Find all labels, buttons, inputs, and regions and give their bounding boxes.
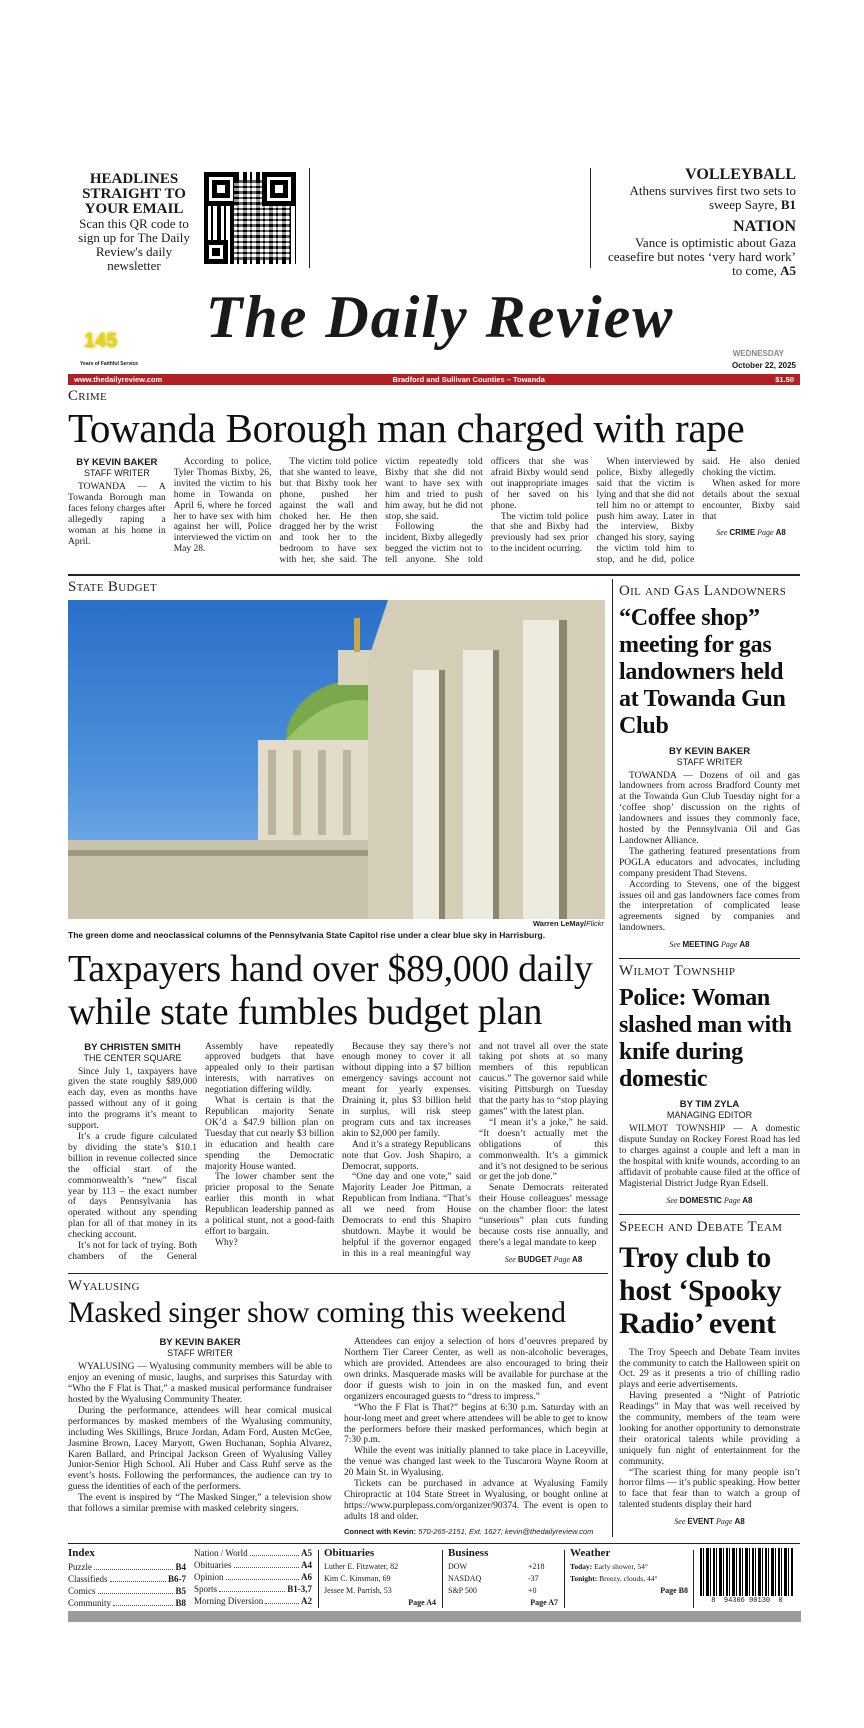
paragraph: “One day and one vote,” said Majority Leader Joe Pittman, a Republican from Indiana. “That’s all we need from House Democrats to end this Shapiro shutdown. Maybe it would be helpful if the governor engaged in this in a real meaningful way and not travel all over the state taking pot shots at so many members of this republican caucus.” The governor said while visiting Pittsburgh on Tuesday that the party has to “stop playing games” with the latest plan. bbox=[342, 1041, 608, 1259]
paragraph: And it’s a strategy Republicans note that Gov. Josh Shapiro, a Democrat, supports. bbox=[342, 1139, 471, 1172]
jump-link[interactable]: See EVENT Page A8 bbox=[674, 1517, 745, 1527]
promo-page: A5 bbox=[780, 263, 796, 278]
paragraph: The victim told police that she wanted to leave, but that Bixby took her phone, pushed her against the wall and choked her. He then dragged her by the wrist and took her to the bedroom to have sex with her, she said. The victim repeatedly told Bixby that she did not want to have sex with him and tried to push him away, but he did not stop, she said. bbox=[279, 457, 483, 566]
paragraph: TOWANDA — Dozens of oil and gas landowners from across Bradford County met at the Towanda Gun Club Tuesday night for a ‘coffee shop’ discussion on the rights of landowners and issues they commonly face, hosted by the Pennsylvania Oil and Gas Landowner Alliance. bbox=[619, 770, 800, 846]
paragraph: When asked for more details about the sexual encounter, Bixby said that bbox=[702, 478, 800, 522]
obituary-name: Luther E. Fitzwater, 82 bbox=[324, 1561, 399, 1571]
paragraph: “I mean it’s a joke,” he said. “It doesn’t actually met the obligations of this commonwealth. It’s a gimmick and it’s not designed to be serious or get the job done.” bbox=[479, 1117, 608, 1183]
photo-credit: Warren LeMay/Flickr bbox=[533, 918, 604, 928]
left-column bbox=[68, 579, 608, 1537]
newsletter-promo bbox=[74, 172, 194, 273]
price: $1.50 bbox=[775, 375, 794, 384]
index-item[interactable]: Opinion A6 bbox=[194, 1571, 312, 1582]
promo-text: Athens survives first two sets to sweep Sayre, bbox=[629, 183, 796, 212]
business-box[interactable]: Business DOW +218 NASDAQ -37 S&P 500 +0 Page A7 bbox=[448, 1546, 558, 1607]
crime-article bbox=[68, 457, 800, 566]
index-item[interactable]: Nation / World A5 bbox=[194, 1547, 312, 1558]
index-item[interactable]: Puzzle B4 bbox=[68, 1561, 186, 1572]
promo-page: B1 bbox=[780, 197, 796, 212]
qr-code[interactable] bbox=[204, 172, 296, 264]
index-item[interactable]: Morning Diversion A2 bbox=[194, 1595, 312, 1606]
issue-date: October 22, 2025 bbox=[731, 361, 796, 370]
byline: BY CHRISTEN SMITH THE CENTER SQUARE bbox=[83, 1041, 182, 1063]
divider bbox=[442, 1550, 443, 1608]
website-link[interactable]: www.thedailyreview.com bbox=[74, 375, 163, 384]
index-item[interactable]: Comics B5 bbox=[68, 1585, 186, 1596]
promo-nation[interactable] bbox=[596, 218, 796, 278]
paragraph: While the event was initially planned to take place in Laceyville, the venue was changed last week to the Tuscarora Wayne Room at 20 Main St. in Wyalusing. bbox=[344, 1446, 608, 1479]
paragraph: Why? bbox=[215, 1237, 238, 1248]
paragraph: It’s a crude figure calculated by dividing the state’s $10.1 billion in revenue collected since the official start of the commonwealth’s “new” fiscal year by 113 – the exact number of days Pennsylvania has operated without any spending plan for all of that money in its checking account. bbox=[68, 1132, 197, 1241]
section-kicker: Speech and Debate Team bbox=[619, 1218, 783, 1235]
index-box bbox=[68, 1547, 186, 1609]
troy-story bbox=[619, 1214, 800, 1536]
page-body bbox=[68, 388, 800, 1622]
section-kicker: Wilmot Township bbox=[619, 963, 736, 980]
section-divider bbox=[68, 574, 800, 576]
jump-link[interactable]: See CRIME Page A8 bbox=[716, 528, 786, 538]
paragraph: TOWANDA — A Towanda Borough man faces felony charges after allegedly raping a woman at his home in April. bbox=[68, 482, 166, 547]
footer-index bbox=[68, 1543, 800, 1609]
paragraph: The victim told police that she and Bixby had previously had sex prior to the incident ocurring. bbox=[490, 511, 589, 555]
paragraph: “The scariest thing for many people isn’t horror films — it’s public speaking. How better to face that fear than to watch a group of talented students display their hard bbox=[619, 1467, 800, 1511]
capitol-photo[interactable] bbox=[68, 600, 605, 919]
gas-story bbox=[619, 579, 800, 959]
promo-volleyball[interactable] bbox=[596, 166, 796, 212]
index-title: Index bbox=[68, 1546, 95, 1559]
section-divider bbox=[68, 1273, 608, 1275]
contact-info[interactable]: 570-265-2151, Ext. 1627; kevin@thedailyreview.com bbox=[418, 1526, 594, 1536]
barcode-digits: 8 94306 00130 0 bbox=[711, 1596, 783, 1605]
paragraph: During the performance, attendees will hear comical musical performances by masked members of the Wyalusing community, including Wes Skillings, Bruce Jordan, Adam Ford, Austen McGee, Jasmine Brown, Lacey Maryott, Gwen Buchanan, Sophia Alvarez, Karen Ballard, and Principal Jackson Green of Wyalusing Valley Junior-Senior High School. Ali Huber and Cass Ruhf serve as the event’s hosts. Following the performances, the audience can try to guess the identities of each of the performers. bbox=[68, 1405, 332, 1493]
index-item[interactable]: Community B8 bbox=[68, 1597, 186, 1608]
obituary-name: Kim C. Kinsman, 69 bbox=[324, 1573, 391, 1583]
jump-link[interactable]: See BUDGET Page A8 bbox=[504, 1254, 583, 1264]
paragraph: What is certain is that the Republican majority Senate OK’d a $47.9 billion plan on Tuesday that cut nearly $3 billion in education and health care spending the Democratic majority House wanted. bbox=[205, 1096, 334, 1172]
byline: BY KEVIN BAKER STAFF WRITER bbox=[76, 457, 158, 478]
paragraph: The event is inspired by “The Masked Singer,” a television show that follows a similar premise with masked celebrity singers. bbox=[68, 1493, 332, 1515]
index-item[interactable]: Obituaries A4 bbox=[194, 1559, 312, 1570]
masthead-bar bbox=[68, 374, 800, 385]
paragraph: Because they say there’s not enough money to cover it all without dipping into a $7 billion emergency savings account not meant for yearly expenses. Draining it, plus $3 billion held in surplus, will risk steep program cuts and tax increases akin to $2,000 per family. bbox=[342, 1041, 471, 1139]
crime-headline[interactable]: Towanda Borough man charged with rape bbox=[68, 405, 745, 451]
contact-line: Connect with Kevin: 570-265-2151, Ext. 1627; kevin@thedailyreview.com bbox=[344, 1526, 594, 1536]
divider bbox=[309, 168, 310, 268]
promo-heading: VOLLEYBALL bbox=[685, 166, 796, 183]
promo-text: Vance is optimistic about Gaza ceasefire but notes ‘very hard work’ to come, bbox=[607, 235, 796, 278]
paragraph: Senate Democrats reiterated their House colleagues’ message on the chamber floor: the latest “unserious” plan cuts funding because costs rise annually, and there’s a legal mandate to keep bbox=[479, 1183, 608, 1248]
byline: BY KEVIN BAKER STAFF WRITER bbox=[668, 745, 751, 767]
paragraph: “Who the F Flat is That?” begins at 6:30 p.m. Saturday with an hour-long meet and greet where attendees will be able to get to know the performers before their masked performances, which begin at 7:30 p.m. bbox=[344, 1402, 608, 1446]
jump-link[interactable]: See DOMESTIC Page A8 bbox=[666, 1195, 753, 1205]
divider bbox=[590, 168, 591, 268]
paragraph: The lower chamber sent the pricier proposal to the Senate earlier this month in what Republican leadership panned as a political stunt, not a good-faith effort to bargain. bbox=[205, 1172, 334, 1237]
masthead-logo: The Daily Review bbox=[205, 284, 675, 350]
paragraph: When interviewed by police, Bixby allegedly said that the victim is lying and that she did not tell him no or attempt to push him away. Later in the interview, Bixby changed his story, saying the victim told him to stop, and he did, police said. He also denied choking the victim. bbox=[596, 457, 800, 566]
divider bbox=[318, 1550, 319, 1608]
newsletter-text: Scan this QR code to sign up for The Daily Review's daily newsletter bbox=[78, 216, 190, 273]
paragraph: Having presented a “Night of Patriotic Readings” in May that was well received by the community, members of the team were looking for another opportunity to demonstrate their oratorical talents while providing a uniquely fun night of entertainment for the community. bbox=[619, 1391, 800, 1467]
obituaries-box[interactable]: Obituaries Luther E. Fitzwater, 82 Kim C. Kinsman, 69 Jessee M. Parrish, 53 Page A4 bbox=[324, 1546, 436, 1607]
anniversary-badge: 145 bbox=[84, 330, 118, 352]
paragraph: The Troy Speech and Debate Team invites the community to catch the Halloween spirit on Oct. 29 as it presents a trio of chilling radio plays and eerie advertisements. bbox=[619, 1347, 800, 1391]
paragraph: WILMOT TOWNSHIP — A domestic dispute Sunday on Rockey Forest Road has led to charges against a couple and left a man in the hospital with knife wounds, according to an affidavit of probable cause filed at the office of Magisterial District Judge Ryan Edsell. bbox=[619, 1124, 800, 1189]
anniversary-subtitle: Years of Faithful Service bbox=[80, 361, 139, 367]
paragraph: According to police, Tyler Thomas Bixby, 26, invited the victim to his home in Towanda on April 6, where he forced her to have sex with him against her will, Police interviewed the victim on May 28. bbox=[173, 457, 272, 555]
byline: BY KEVIN BAKER STAFF WRITER bbox=[159, 1337, 241, 1359]
photo-caption: The green dome and neoclassical columns of the Pennsylvania State Capitol rise under a clear blue sky in Harrisburg. bbox=[68, 929, 546, 940]
index-item[interactable]: Classifieds B6-7 bbox=[68, 1573, 186, 1584]
paragraph: The gathering featured presentations from POGLA educators and advocates, including company president Thad Stevens. bbox=[619, 846, 800, 879]
weather-box[interactable]: Weather Today: Early shower, 54° Tonight: Breezy, clouds, 44° Page B8 bbox=[570, 1546, 688, 1595]
divider bbox=[693, 1550, 694, 1608]
byline: BY TIM ZYLA MANAGING EDITOR bbox=[666, 1099, 753, 1121]
paragraph: Since July 1, taxpayers have given the state roughly $89,000 each day, even as months have passed without any of it going into the programs it’s meant to support. bbox=[68, 1066, 197, 1132]
footer-bar bbox=[68, 1611, 801, 1622]
region: Bradford and Sullivan Counties – Towanda bbox=[392, 375, 545, 384]
wyalusing-article bbox=[68, 1337, 608, 1536]
newsletter-headline: HEADLINES STRAIGHT TO YOUR EMAIL bbox=[82, 171, 186, 217]
section-kicker: Wyalusing bbox=[68, 1278, 140, 1295]
obituary-name: Jessee M. Parrish, 53 bbox=[324, 1585, 392, 1595]
paragraph: WYALUSING — Wyalusing community members will be able to enjoy an evening of music, laughs, and surprises this Saturday with “Who the F Flat is That,” a masked musical performance fundraiser hosted by the Wyalusing Community Theater. bbox=[68, 1362, 332, 1405]
wilmot-story bbox=[619, 958, 800, 1213]
section-kicker: Oil and Gas Landowners bbox=[619, 582, 787, 599]
budget-headline[interactable]: Taxpayers hand over $89,000 daily while state fumbles budget plan bbox=[68, 947, 593, 1033]
budget-article bbox=[68, 1042, 608, 1265]
jump-link[interactable]: See MEETING Page A8 bbox=[669, 940, 750, 950]
paragraph: Following the incident, Bixby allegedly begged the victim not to tell anyone. She told officers that she was afraid Bixby would send out inappropriate images of her saved on his phone. bbox=[385, 457, 589, 566]
right-column bbox=[612, 579, 800, 1537]
troy-headline[interactable]: Troy club to host ‘Spooky Radio’ event bbox=[619, 1240, 782, 1340]
promo-heading: NATION bbox=[733, 218, 796, 235]
wyalusing-headline[interactable]: Masked singer show coming this weekend bbox=[68, 1296, 566, 1330]
weekday: WEDNESDAY bbox=[732, 349, 784, 358]
paragraph: Tickets can be purchased in advance at Wyalusing Family Chiropractic at 104 State Street in Wyalusing, or bought online at https://www.purplepass.com/organizer/90374. The event is open to adults 18 and older. bbox=[344, 1479, 608, 1522]
paragraph: Attendees can enjoy a selection of hors d’oeuvres prepared by Northern Tier Career Center, as well as non-alcoholic beverages, which are provided. Attendees are also encouraged to bring their own drinks. Masquerade masks will be available for purchase at the door if guests wish to join in on the masked fun, and event organizers encouraged guests to “dress to impress.” bbox=[344, 1337, 608, 1402]
index-item[interactable]: Sports B1-3,7 bbox=[194, 1583, 312, 1594]
index-box-2 bbox=[194, 1547, 312, 1607]
gas-headline[interactable]: “Coffee shop” meeting for gas landowners held at Towanda Gun Club bbox=[619, 604, 786, 739]
barcode bbox=[700, 1548, 794, 1596]
wilmot-headline[interactable]: Police: Woman slashed man with knife during domestic bbox=[619, 985, 792, 1093]
divider bbox=[564, 1550, 565, 1608]
paragraph: It’s not for lack of trying. Both chambers of the General Assembly have repeatedly approved budgets that have appealed only to their partisan interests, with narratives on negotiation differing wildly. bbox=[68, 1041, 334, 1262]
paragraph: According to Stevens, one of the biggest issues oil and gas landowners face comes from the interpretation of complicated lease agreements signed by companies and landowners. bbox=[619, 879, 800, 934]
section-kicker: State Budget bbox=[68, 578, 157, 595]
section-kicker: Crime bbox=[68, 388, 108, 404]
